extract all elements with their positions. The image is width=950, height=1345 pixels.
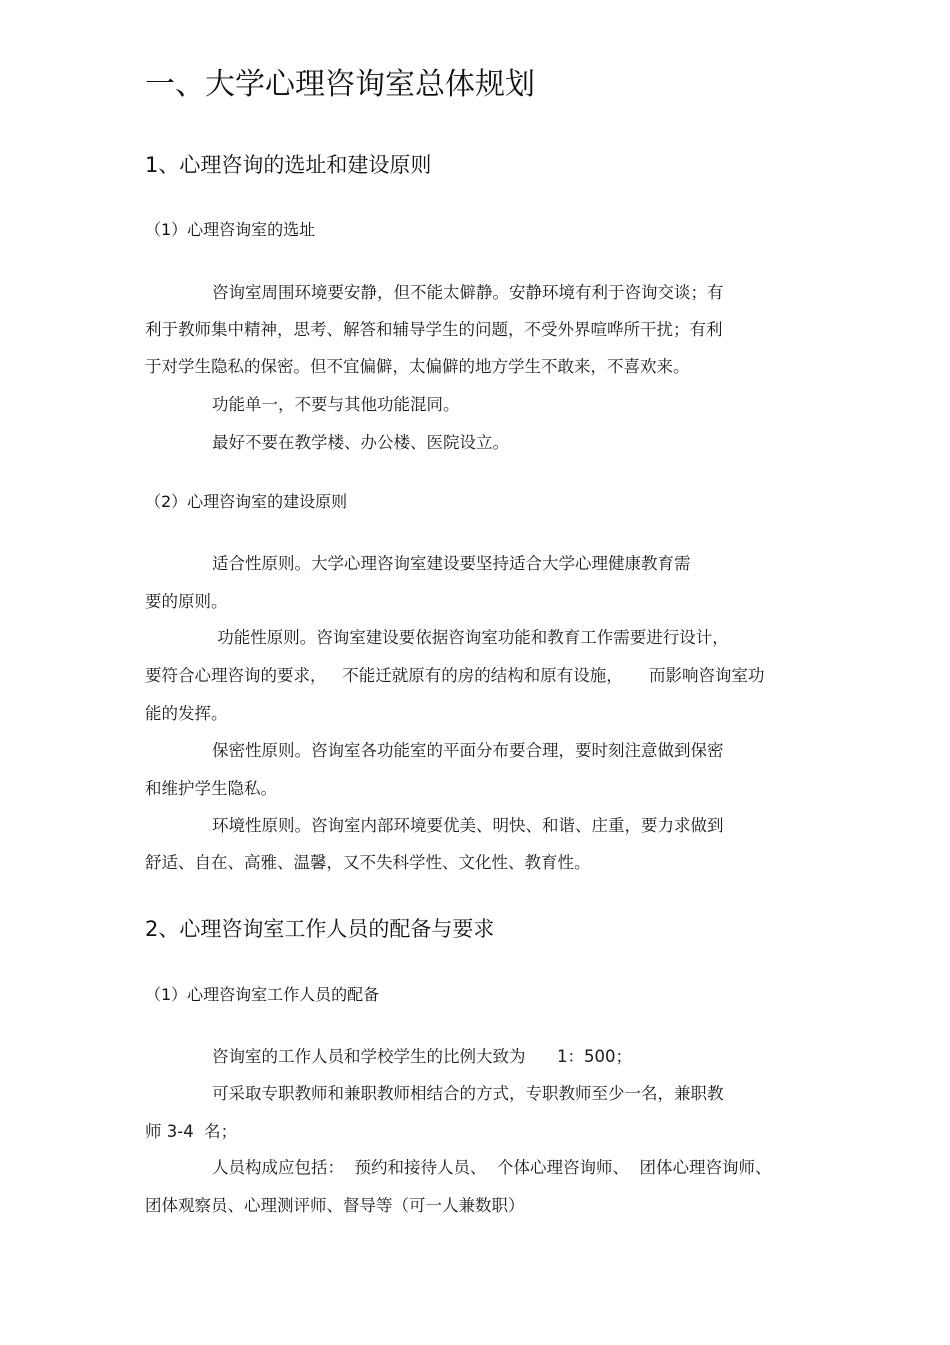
paragraph-line: 可采取专职教师和兼职教师相结合的方式，专职教师至少一名，兼职教: [212, 1084, 724, 1103]
paragraph-line: 舒适、自在、高雅、温馨，又不失科学性、文化性、教育性。: [145, 853, 591, 872]
paragraph-line: 最好不要在教学楼、办公楼、医院设立。: [212, 433, 509, 452]
paragraph-line: 咨询室周围环境要安静，但不能太僻静。安静环境有利于咨询交谈；有: [212, 283, 724, 302]
subsection-2-1-heading: （1）心理咨询室工作人员的配备: [145, 985, 380, 1004]
paragraph-line: 功能单一，不要与其他功能混同。: [212, 395, 460, 414]
section-2-heading: 2、心理咨询室工作人员的配备与要求: [145, 917, 495, 941]
paragraph-line: 功能性原则。咨询室建设要依据咨询室功能和教育工作需要进行设计，: [212, 628, 729, 647]
paragraph-line: 环境性原则。咨询室内部环境要优美、明快、和谐、庄重，要力求做到: [212, 816, 724, 835]
paragraph-line: 保密性原则。咨询室各功能室的平面分布要合理，要时刻注意做到保密: [212, 741, 724, 760]
paragraph-line: 人员构成应包括： 预约和接待人员、 个体心理咨询师、 团体心理咨询师、: [212, 1158, 772, 1177]
subsection-1-1-heading: （1）心理咨询室的选址: [145, 220, 316, 239]
paragraph-line: 要的原则。: [145, 592, 228, 611]
paragraph-line: 团体观察员、心理测评师、督导等（可一人兼数职）: [145, 1196, 525, 1215]
subsection-1-2-heading: （2）心理咨询室的建设原则: [145, 492, 348, 511]
page-title: 一、大学心理咨询室总体规划: [145, 67, 535, 102]
paragraph-line: 咨询室的工作人员和学校学生的比例大致为 1：500；: [212, 1047, 632, 1066]
paragraph-line: 能的发挥。: [145, 704, 228, 723]
paragraph-line: 要符合心理咨询的要求， 不能迁就原有的房的结构和原有设施， 而影响咨询室功: [145, 666, 765, 685]
paragraph-line: 利于教师集中精神，思考、解答和辅导学生的问题，不受外界喧哗所干扰；有利: [145, 320, 723, 339]
paragraph-line: 适合性原则。大学心理咨询室建设要坚持适合大学心理健康教育需: [212, 554, 691, 573]
paragraph-line: 和维护学生隐私。: [145, 779, 277, 798]
section-1-heading: 1、心理咨询的选址和建设原则: [145, 153, 432, 177]
paragraph-line: 于对学生隐私的保密。但不宜偏僻，太偏僻的地方学生不敢来，不喜欢来。: [145, 357, 690, 376]
paragraph-line: 师 3-4 名；: [145, 1122, 238, 1141]
